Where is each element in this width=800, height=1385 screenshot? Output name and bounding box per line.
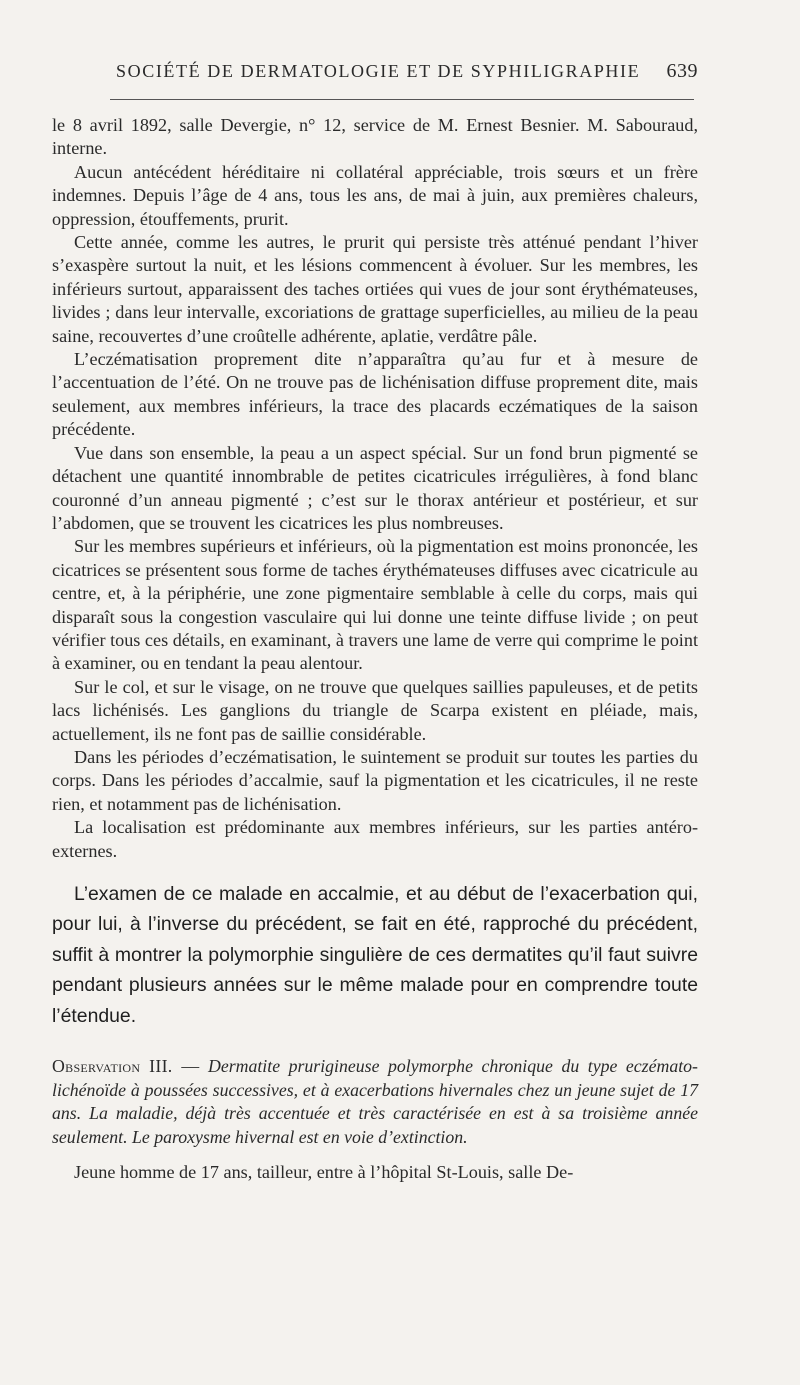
paragraph: L’eczématisation proprement dite n’apparaîtra qu’au fur et à mesure de l’accentuation de l’été. On ne trouve pas de lichénisation diffuse proprement dite, mais seulement, aux membres inférieurs, la trace des placards eczématiques de la saison précédente. xyxy=(52,349,698,440)
observation-heading xyxy=(52,1055,698,1149)
paragraph: Sur le col, et sur le visage, on ne trouve que quelques saillies papuleuses, et de petits lacs lichénisés. Les ganglions du triangle de Scarpa existent en pléiade, mais, actuellement, ils ne font pas de saillie considérable. xyxy=(52,676,698,744)
paragraph: Aucun antécédent héréditaire ni collatéral appréciable, trois sœurs et un frère indemnes. Depuis l’âge de 4 ans, tous les ans, de mai à juin, aux premières chaleurs, oppression, étouffements, prurit. xyxy=(52,161,698,229)
paragraph: Dans les périodes d’eczématisation, le suintement se produit sur toutes les parties du corps. Dans les périodes d’accalmie, sauf la pigmentation et les cicatricules, il ne reste rien, et notamment pas de lichénisation. xyxy=(52,746,698,814)
paragraph: Vue dans son ensemble, la peau a un aspect spécial. Sur un fond brun pigmenté se détachent une quantité innombrable de petites cicatricules irrégulières, à fond blanc couronné d’un anneau pigmenté ; c’est sur le thorax antérieur et postérieur, et sur l’abdomen, que se trouvent les cicatrices les plus nombreuses. xyxy=(52,442,698,533)
observation-body xyxy=(52,1161,698,1184)
page xyxy=(52,60,698,1185)
observation-label: Observation III. — xyxy=(52,1056,200,1077)
running-header xyxy=(52,60,698,83)
observation-title: Dermatite prurigineuse polymorphe chronique du type eczémato-lichénoïde à poussées successives, et à exacerbations hivernales chez un jeune sujet de 17 ans. La maladie, déjà très accentuée et très caractérisée en est à sa troisième année seulement. Le paroxysme hivernal est en voie d’extinction. xyxy=(52,1056,698,1147)
header-rule xyxy=(110,99,694,100)
paragraph: Sur les membres supérieurs et inférieurs, où la pigmentation est moins prononcée, les cicatrices se présentent sous forme de taches érythémateuses diffuses avec cicatricule au centre, et, à la périphérie, une zone pigmentaire semblable à celle du corps, mais qui disparaît sous la congestion vasculaire qui lui donne une teinte diffuse livide ; on peut vérifier tous ces détails, en examinant, à travers une lame de verre qui comprime le point à examiner, ou en tendant la peau alentour. xyxy=(52,536,698,674)
paragraph: Cette année, comme les autres, le prurit qui persiste très atténué pendant l’hiver s’exaspère surtout la nuit, et les lésions commencent à évoluer. Sur les membres, les inférieurs surtout, apparaissent des taches ortiées qui vues de jour sont érythémateuses, livides ; dans leur intervalle, excoriations de grattage superficielles, au milieu de la peau saine, recouvertes d’une croûtelle adhérente, aplatie, verdâtre pâle. xyxy=(52,232,698,346)
paragraph: La localisation est prédominante aux membres inférieurs, sur les parties antéro-externes. xyxy=(52,817,698,861)
paragraph: le 8 avril 1892, salle Devergie, n° 12, service de M. Ernest Besnier. M. Sabouraud, interne. xyxy=(52,115,698,159)
paragraph: Jeune homme de 17 ans, tailleur, entre à l’hôpital St-Louis, salle De- xyxy=(74,1162,574,1183)
header-title: SOCIÉTÉ DE DERMATOLOGIE ET DE SYPHILIGRAPHIE xyxy=(116,61,641,81)
summary-paragraph: L’examen de ce malade en accalmie, et au début de l’exacerbation qui, pour lui, à l’inverse du précédent, se fait en été, rapproché du précédent, suffit à montrer la polymorphie singulière de ces dermatites qu’il faut suivre pendant plusieurs années sur le même malade pour en comprendre toute l’étendue. xyxy=(52,883,698,1027)
page-number: 639 xyxy=(666,60,698,82)
summary-block xyxy=(52,879,698,1031)
body-text xyxy=(52,114,698,863)
